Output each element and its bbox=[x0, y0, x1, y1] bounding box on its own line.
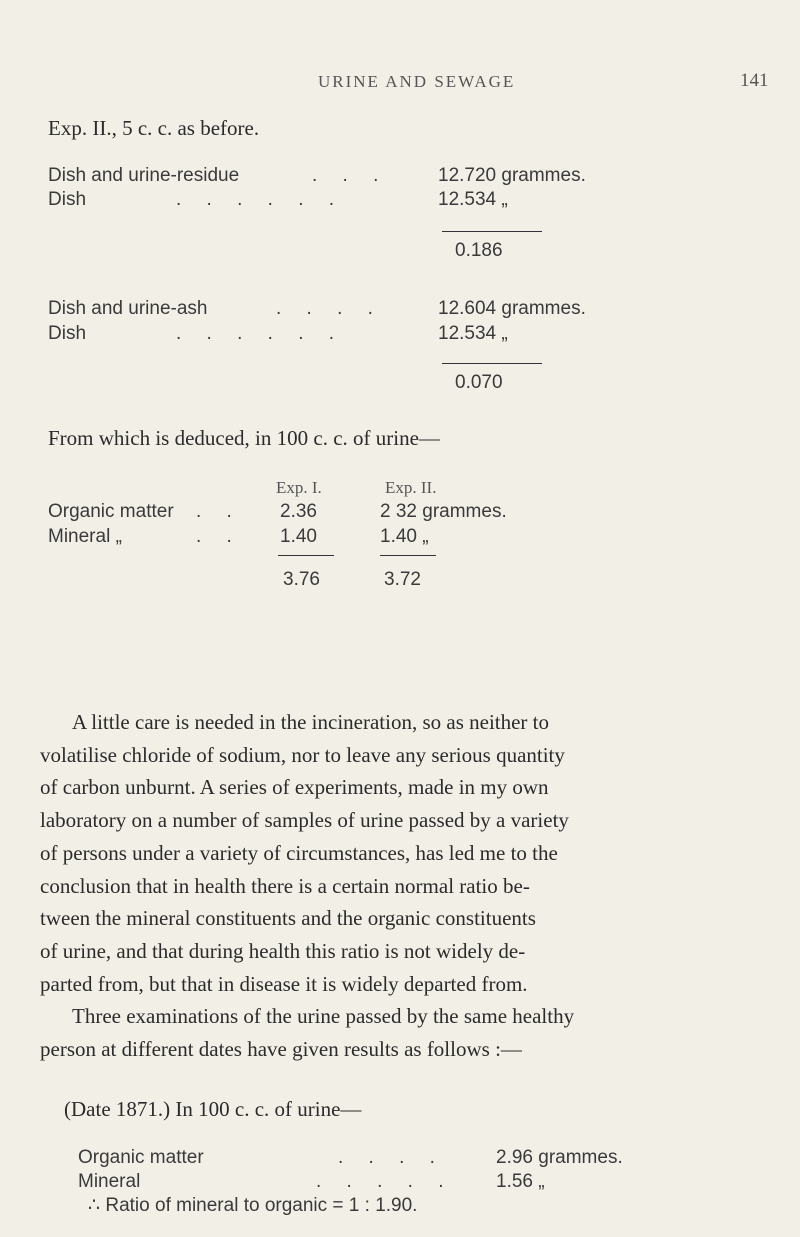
exp2-row-label: Dish bbox=[48, 323, 87, 344]
exp2-difference: 0.186 bbox=[455, 240, 503, 261]
deduced-total-exp2: 3.72 bbox=[384, 569, 421, 590]
paragraph-line: laboratory on a number of samples of urine passed by a variety bbox=[40, 808, 569, 833]
exp2-row-label: Dish bbox=[48, 189, 87, 210]
date-row-label: Organic matter bbox=[78, 1147, 204, 1168]
date-row-value: 1.56 „ bbox=[496, 1171, 545, 1192]
leader-dots: . . . . bbox=[276, 298, 383, 319]
body-paragraph bbox=[40, 706, 762, 1066]
col-header-exp1: Exp. I. bbox=[276, 478, 322, 497]
paragraph-line: conclusion that in health there is a certain normal ratio be- bbox=[40, 873, 530, 898]
ratio-line: ∴ Ratio of mineral to organic = 1 : 1.90. bbox=[88, 1195, 418, 1216]
paragraph-line: person at different dates have given results as follows :— bbox=[40, 1037, 522, 1062]
exp2-row-label: Dish and urine-ash bbox=[48, 298, 208, 319]
sum-rule bbox=[442, 363, 542, 364]
page-number: 141 bbox=[740, 70, 769, 91]
deduced-row-label: Organic matter bbox=[48, 501, 174, 522]
deduced-exp2-value: 2 32 grammes. bbox=[380, 501, 507, 522]
sum-rule bbox=[278, 555, 334, 556]
deduced-exp1-value: 2.36 bbox=[280, 501, 317, 522]
leader-dots: . . . . . . bbox=[176, 323, 345, 344]
paragraph-line: of carbon unburnt. A series of experiments, made in my own bbox=[40, 775, 549, 800]
exp2-row-value: 12.534 „ bbox=[438, 189, 508, 210]
paragraph-line: parted from, but that in disease it is widely departed from. bbox=[40, 971, 528, 996]
leader-dots: . . . bbox=[312, 165, 389, 186]
date-intro: (Date 1871.) In 100 c. c. of urine— bbox=[64, 1097, 362, 1121]
col-header-exp2: Exp. II. bbox=[385, 478, 437, 497]
running-title: URINE AND SEWAGE bbox=[318, 72, 516, 91]
date-row-value: 2.96 grammes. bbox=[496, 1147, 623, 1168]
leader-dots: . . . . . bbox=[316, 1171, 454, 1192]
leader-dots: . . . . . . bbox=[176, 189, 345, 210]
paragraph-line: of persons under a variety of circumstances, has led me to the bbox=[40, 840, 558, 865]
deduced-row-label: Mineral „ bbox=[48, 526, 122, 547]
sum-rule bbox=[380, 555, 436, 556]
exp2-heading: Exp. II., 5 c. c. as before. bbox=[48, 116, 260, 140]
exp2-difference: 0.070 bbox=[455, 372, 503, 393]
exp2-row-value: 12.720 grammes. bbox=[438, 165, 586, 186]
paragraph-line: tween the mineral constituents and the organic constituents bbox=[40, 906, 536, 931]
paragraph-line: of urine, and that during health this ratio is not widely de- bbox=[40, 938, 526, 963]
deduced-exp1-value: 1.40 bbox=[280, 526, 317, 547]
paragraph-line: A little care is needed in the incineration, so as neither to bbox=[72, 710, 550, 734]
exp2-row-value: 12.534 „ bbox=[438, 323, 508, 344]
paragraph-line: Three examinations of the urine passed by the same healthy bbox=[72, 1004, 575, 1029]
paragraph-line: volatilise chloride of sodium, nor to leave any serious quantity bbox=[40, 742, 565, 767]
deduced-total-exp1: 3.76 bbox=[283, 569, 320, 590]
leader-dots: . . bbox=[196, 501, 242, 522]
date-row-label: Mineral bbox=[78, 1171, 141, 1192]
deduced-exp2-value: 1.40 „ bbox=[380, 526, 429, 547]
deduced-intro: From which is deduced, in 100 c. c. of urine— bbox=[48, 426, 440, 450]
exp2-row-label: Dish and urine-residue bbox=[48, 165, 240, 186]
leader-dots: . . . . bbox=[338, 1147, 445, 1168]
leader-dots: . . bbox=[196, 526, 242, 547]
sum-rule bbox=[442, 231, 542, 232]
exp2-row-value: 12.604 grammes. bbox=[438, 298, 586, 319]
